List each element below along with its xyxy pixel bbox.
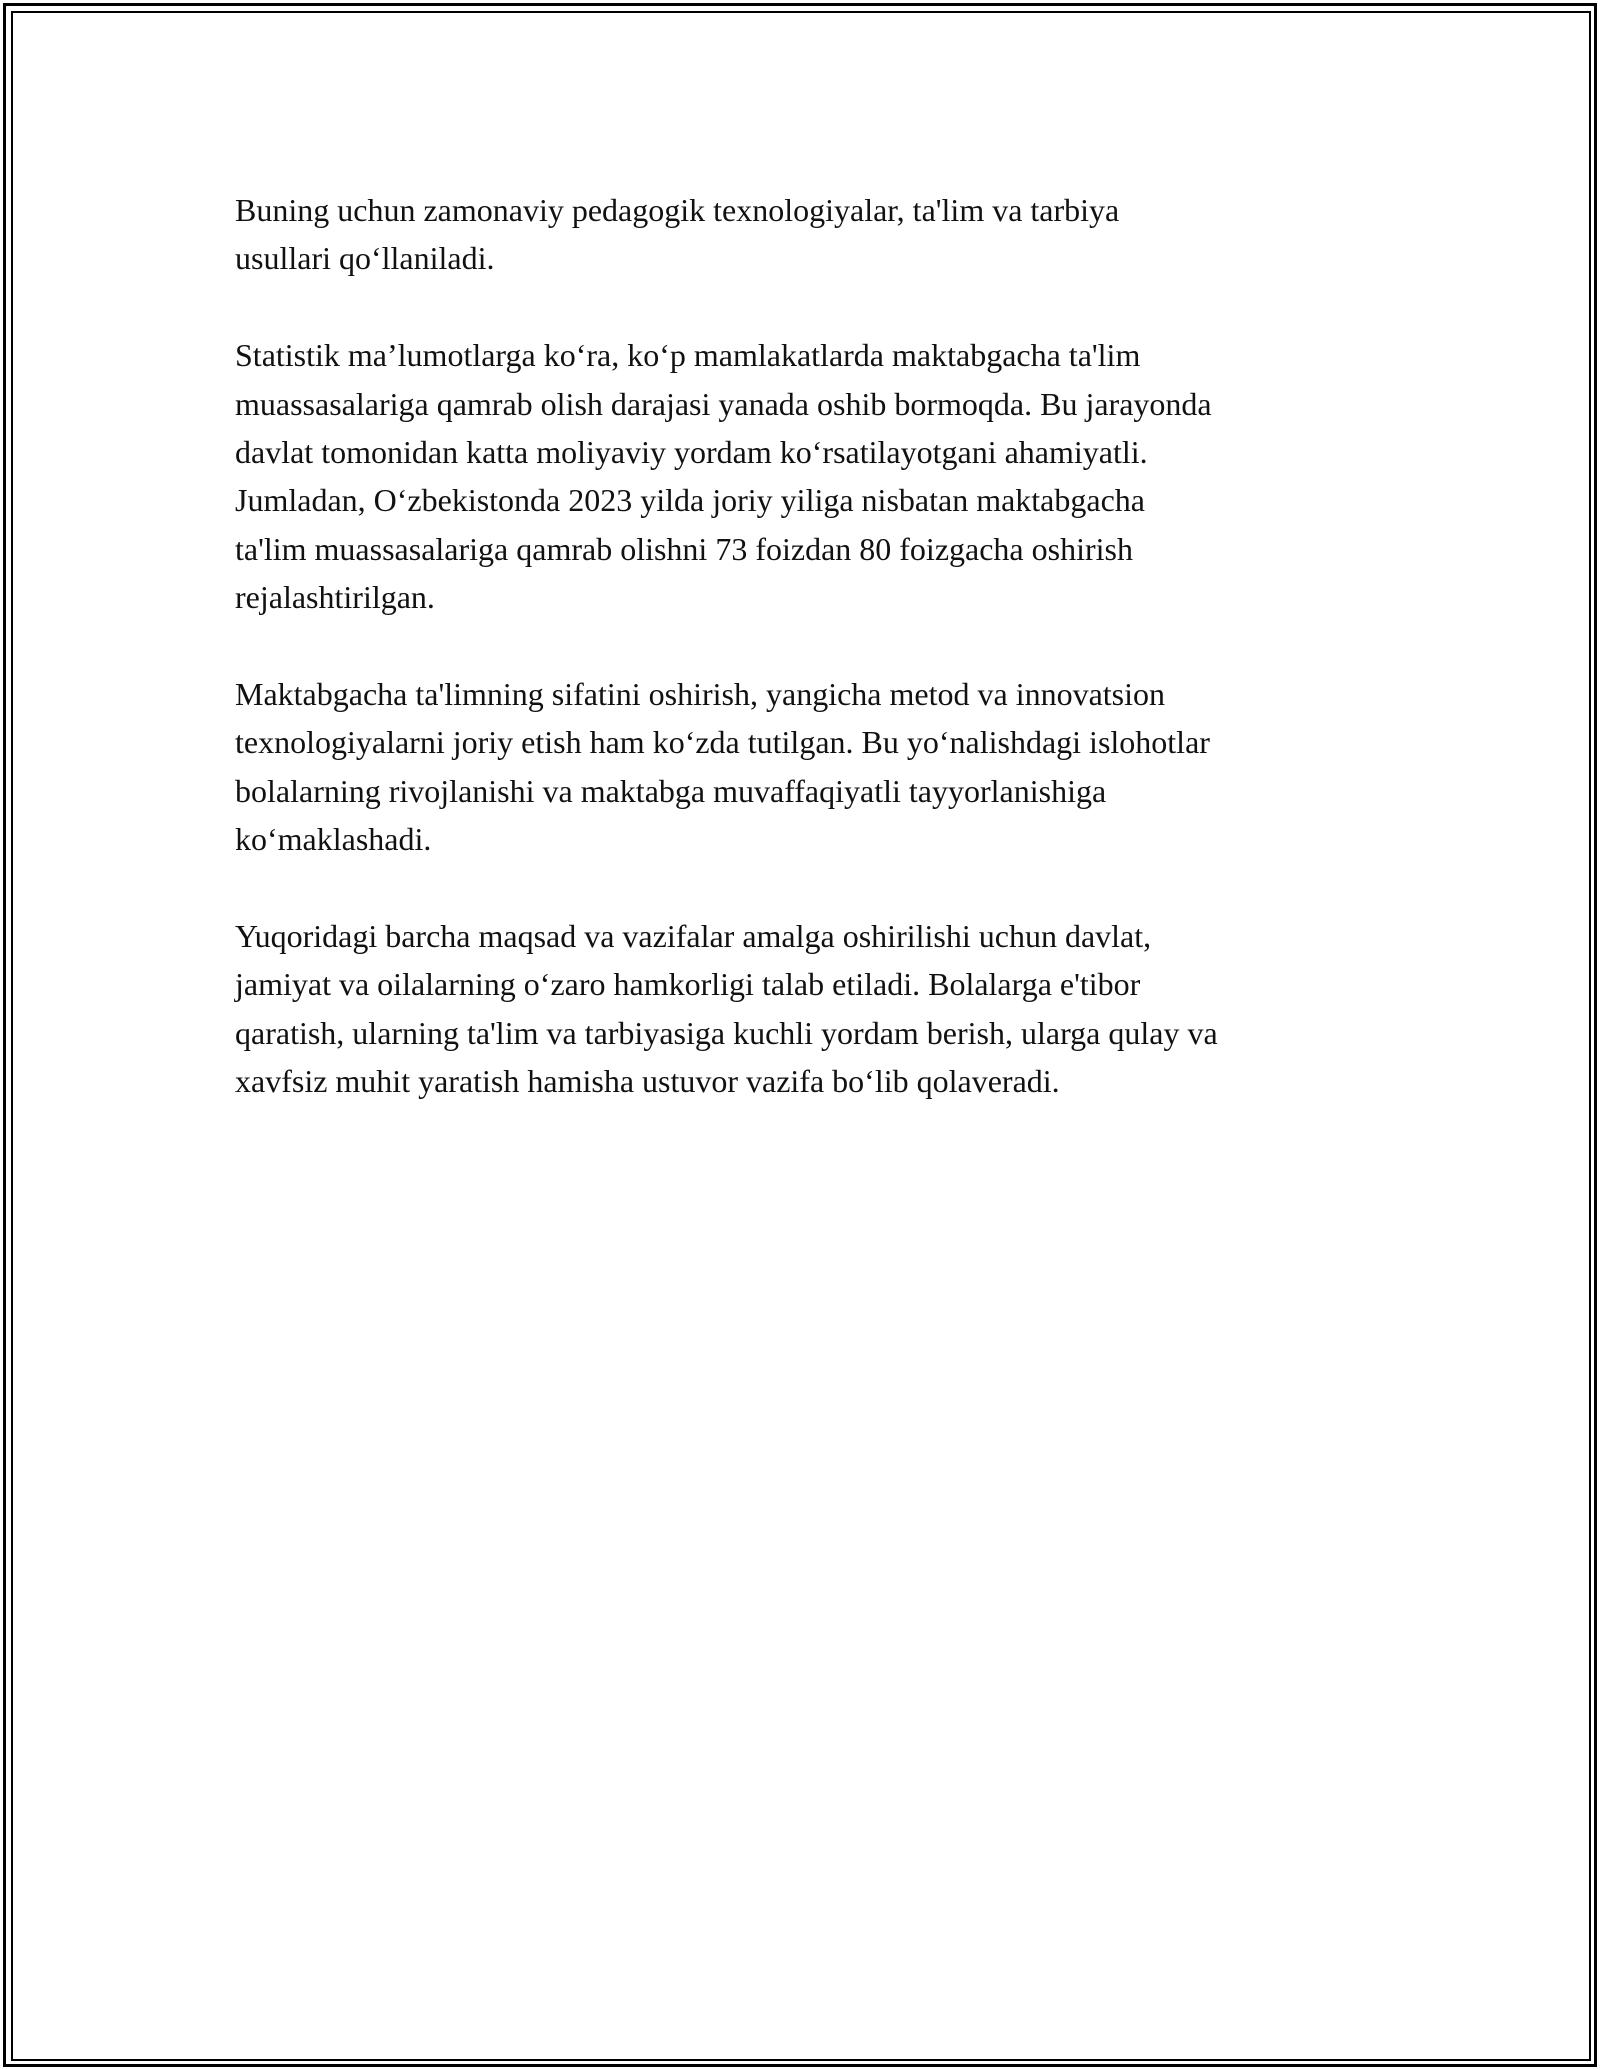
paragraph-2: [235, 331, 1375, 621]
text-line: Yuqoridagi barcha maqsad va vazifalar amalga oshirilishi uchun davlat,: [235, 918, 1152, 955]
text-line: texnologiyalarni joriy etish ham ko‘zda tutilgan. Bu yo‘nalishdagi islohotlar: [235, 724, 1210, 761]
paragraph-3: [235, 670, 1375, 864]
text-line: Maktabgacha ta'limning sifatini oshirish, yangicha metod va innovatsion: [235, 676, 1166, 713]
document-body: [235, 186, 1375, 1154]
text-line: ta'lim muassasalariga qamrab olishni 73 foizdan 80 foizgacha oshirish: [235, 530, 1133, 567]
text-line: Statistik ma’lumotlarga ko‘ra, ko‘p mamlakatlarda maktabgacha ta'lim: [235, 337, 1141, 374]
text-line: Buning uchun zamonaviy pedagogik texnologiyalar, ta'lim va tarbiya: [235, 192, 1120, 228]
text-line: jamiyat va oilalarning o‘zaro hamkorligi talab etiladi. Bolalarga e'tibor: [235, 966, 1141, 1003]
text-line: Jumladan, O‘zbekistonda 2023 yilda joriy yiliga nisbatan maktabgacha: [235, 482, 1145, 519]
text-line: rejalashtirilgan.: [235, 579, 435, 616]
text-line: qaratish, ularning ta'lim va tarbiyasiga kuchli yordam berish, ularga qulay va: [235, 1014, 1218, 1051]
text-line: usullari qo‘llaniladi.: [235, 240, 495, 277]
text-line: xavfsiz muhit yaratish hamisha ustuvor vazifa bo‘lib qolaveradi.: [235, 1063, 1060, 1100]
text-line: bolalarning rivojlanishi va maktabga muvaffaqiyatli tayyorlanishiga: [235, 772, 1107, 809]
paragraph-1: [235, 186, 1375, 283]
text-line: muassasalariga qamrab olish darajasi yanada oshib bormoqda. Bu jarayonda: [235, 385, 1212, 422]
text-line: davlat tomonidan katta moliyaviy yordam ko‘rsatilayotgani ahamiyatli.: [235, 434, 1148, 471]
text-line: ko‘maklashadi.: [235, 821, 432, 858]
paragraph-4: [235, 912, 1375, 1106]
